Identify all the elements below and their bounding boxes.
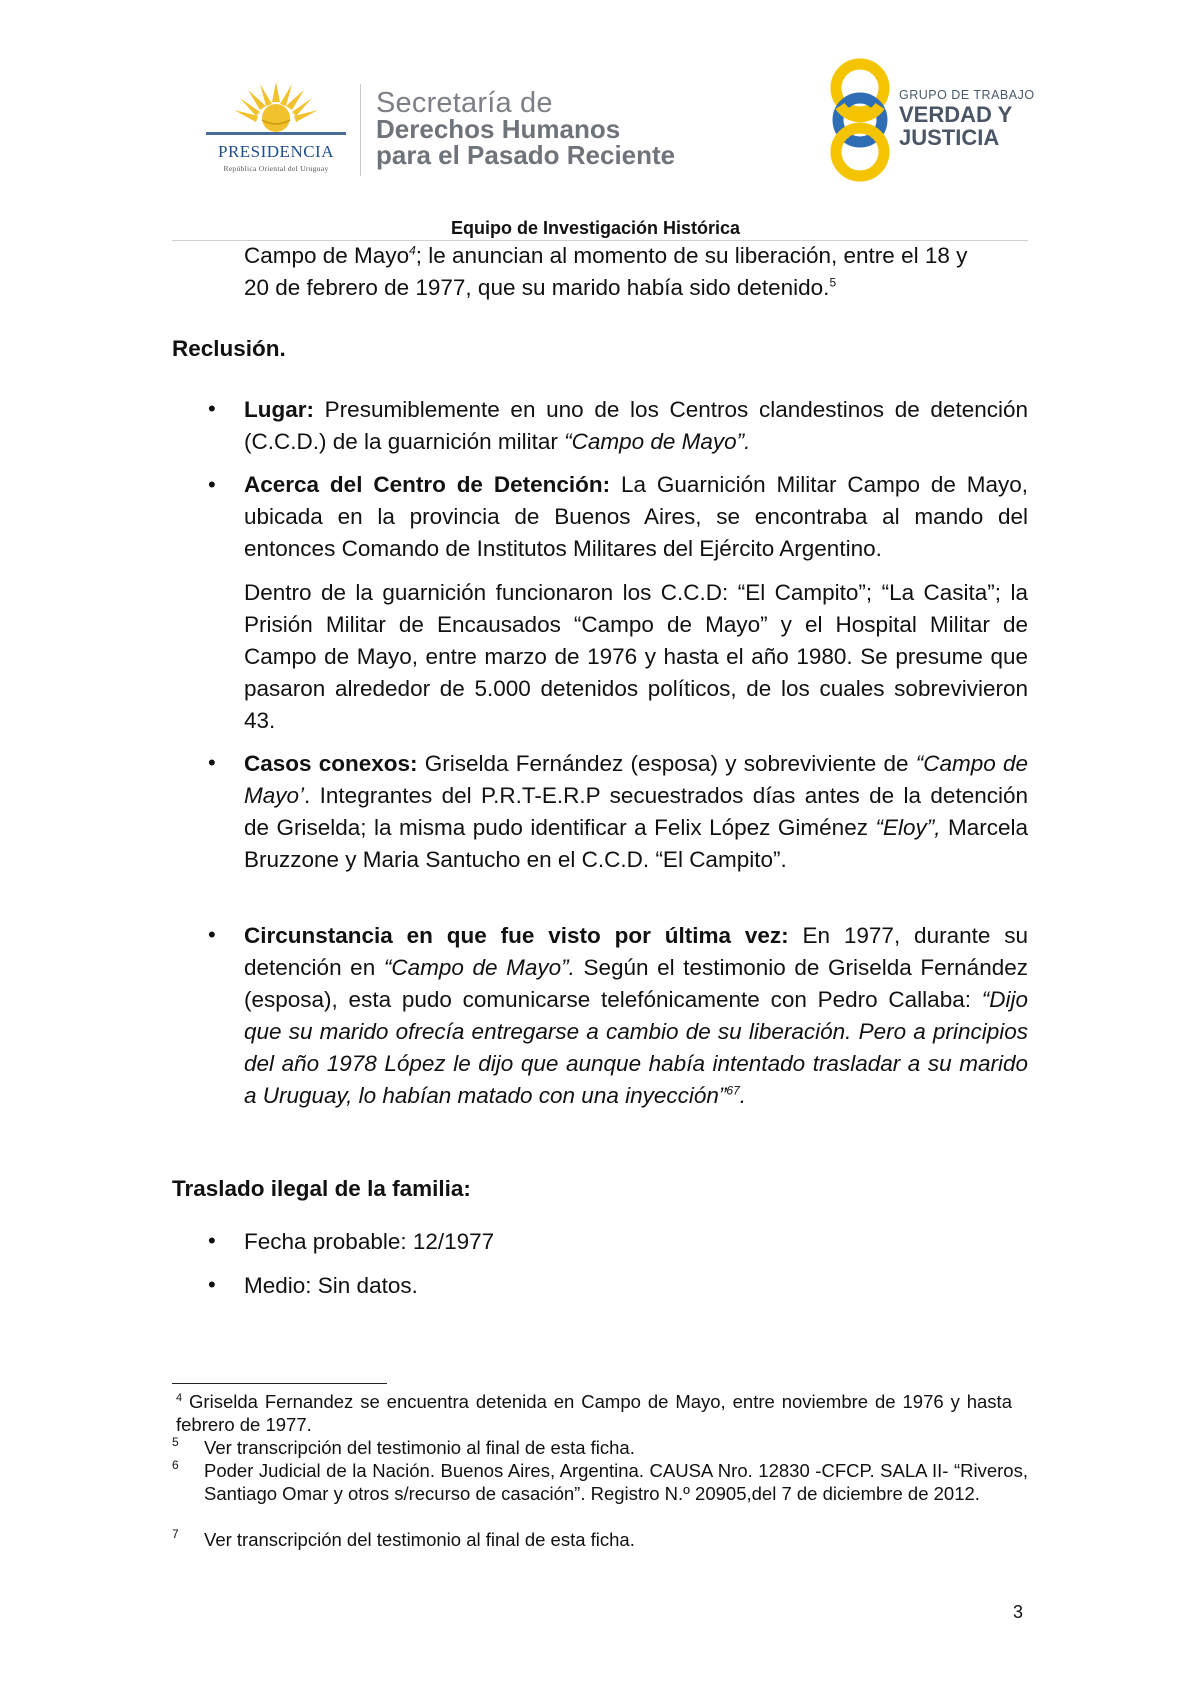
lugar-italic: “Campo de Mayo”. [564,429,751,454]
circunstancia-end: . [739,1083,747,1108]
circunstancia-italic-1: “Campo de Mayo”. [383,955,575,980]
equipo-title: Equipo de Investigación Histórica [450,218,741,238]
circunstancia-label: Circunstancia en que fue visto por última vez: [244,923,789,948]
bullet-acerca: • [208,472,216,497]
footnote-7-text: Ver transcripción del testimonio al final de esta ficha. [204,1529,635,1550]
casos-text-3: Marcela Bruzzone y Maria Santucho en el C.C.D. “El Campito”. [244,815,1028,872]
casos-text-1: Griselda Fernández (esposa) y sobreviviente de [417,751,916,776]
intro-line-2 [244,272,1028,304]
footnote-5-text: Ver transcripción del testimonio al final de esta ficha. [204,1437,635,1458]
secretaria-logotype [376,87,676,170]
interlocked-rings-icon [826,58,898,183]
footnote-rule [172,1383,387,1384]
sun-icon [196,78,356,140]
grupo-line-2: VERDAD Y [899,102,1013,127]
footnote-4-text: Griselda Fernandez se encuentra detenida en Campo de Mayo, entre noviembre de 1976 y hasta febrero de 1977. [176,1391,1012,1435]
lugar-text: Presumiblemente en uno de los Centros clandestinos de detención (C.C.D.) de la guarnición militar [244,397,1028,454]
grupo-line-1: GRUPO DE TRABAJO [899,88,1035,102]
footnote-4-number: 4 [176,1391,183,1404]
footnote-4 [176,1390,1012,1436]
presidencia-title: PRESIDENCIA [217,142,334,161]
page-header [0,0,1191,245]
circunstancia-quote: “Dijo que su marido ofrecía entregarse a cambio de su liberación. Pero a principios del año 1978 López le dijo que aunque había intentado trasladar a su marido a Uruguay, lo habían matado con una inyección” [244,987,1028,1108]
circunstancia-item [244,920,1028,1112]
presidencia-logo [196,78,356,178]
secretaria-line-3: para el Pasado Reciente [376,140,676,170]
intro-line-1 [244,240,1028,272]
footnote-6-text: Poder Judicial de la Nación. Buenos Aires, Argentina. CAUSA Nro. 12830 -CFCP. SALA II- “Riveros, Santiago Omar y otros s/recurso de casación”. Registro N.º 20905,del 7 de diciembre de 2012. [204,1460,1028,1504]
footnote-ref-4: 4 [409,243,416,258]
page-number: 3 [1013,1602,1024,1622]
bullet-circunstancia: • [208,922,216,947]
fecha-item: Fecha probable: 12/1977 [244,1229,495,1254]
casos-label: Casos conexos: [244,751,418,776]
circunstancia-text-1: En 1977, durante su detención en [244,923,1028,980]
presidencia-subtitle: República Oriental del Uruguay [223,164,329,173]
casos-italic-1: “Campo de Mayo’ [244,751,1029,808]
bullet-casos: • [208,750,216,775]
casos-text-2: . Integrantes del P.R.T-E.R.P secuestrados días antes de la detención de Griselda; la misma pudo identificar a Felix López Giménez [244,783,1028,840]
traslado-heading: Traslado ilegal de la familia: [172,1176,471,1201]
secretaria-line-1: Secretaría de [376,87,553,119]
casos-italic-2: “Eloy”, [875,815,941,840]
verdad-justicia-logo [826,58,1035,183]
footnote-6-number: 6 [172,1458,179,1472]
intro-text-b: ; le anuncian al momento de su liberación, entre el 18 y [415,243,968,268]
reclusion-heading: Reclusión. [172,336,286,361]
footnote-ref-5: 5 [829,275,837,290]
lugar-label: Lugar: [244,397,314,422]
acerca-item [244,469,1028,565]
grupo-line-3: JUSTICIA [899,125,1000,150]
intro-text-c: 20 de febrero de 1977, que su marido había sido detenido. [244,275,830,300]
intro-paragraph [244,240,1028,304]
bullet-lugar: • [208,396,216,421]
footnote-7-number: 7 [172,1527,179,1541]
acerca-text: La Guarnición Militar Campo de Mayo, ubicada en la provincia de Buenos Aires, se encontraba al mando del entonces Comando de Institutos Militares del Ejército Argentino. [244,472,1029,561]
lugar-item [244,394,1028,458]
intro-text-a: Campo de Mayo [244,243,410,268]
casos-item [244,748,1028,876]
medio-item: Medio: Sin datos. [244,1273,418,1298]
footnote-ref-67: 67 [726,1083,740,1098]
acerca-label: Acerca del Centro de Detención: [244,472,611,497]
circunstancia-text-2: Según el testimonio de Griselda Fernández (esposa), esta pudo comunicarse telefónicamente con Pedro Callaba: [244,955,1028,1012]
bullet-medio: • [208,1272,216,1297]
secretaria-line-2: Derechos Humanos [376,114,621,144]
footnote-5-number: 5 [172,1435,179,1449]
acerca-paragraph-2: Dentro de la guarnición funcionaron los C.C.D: “El Campito”; “La Casita”; la Prisión Militar de Encausados “Campo de Mayo” y el Hospital Militar de Campo de Mayo, entre marzo de 1976 y hasta el año 1980. Se presume que pasaron alrededor de 5.000 detenidos políticos, de los cuales sobrevivieron 43. [244,580,1028,733]
bullet-fecha: • [208,1228,216,1253]
header-divider [360,84,361,176]
